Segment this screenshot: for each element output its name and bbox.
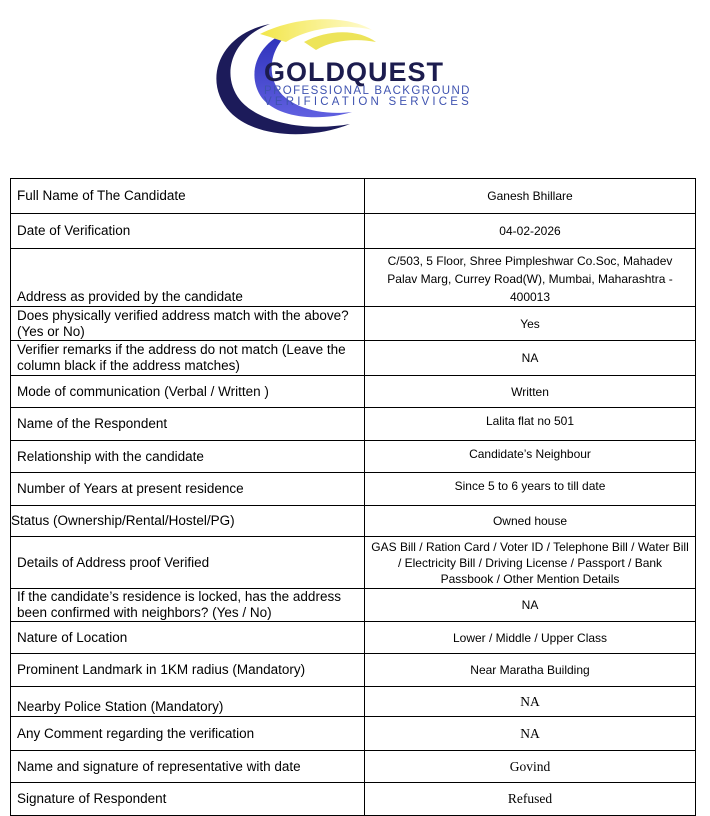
row-label: Details of Address proof Verified — [11, 537, 365, 589]
row-value: GAS Bill / Ration Card / Voter ID / Telephone Bill / Water Bill / Electricity Bill / Driving License / Passport / Bank Passbook / Other Mention Details — [365, 537, 696, 589]
row-label: Full Name of The Candidate — [11, 179, 365, 214]
row-label: Nearby Police Station (Mandatory) — [11, 687, 365, 717]
row-value: Govind — [365, 751, 696, 783]
verification-table — [10, 178, 696, 816]
logo-brand: GOLDQUEST — [264, 57, 445, 87]
row-label: Verifier remarks if the address do not match (Leave the column black if the address matches) — [11, 341, 365, 376]
table-row — [11, 473, 696, 506]
row-value: Written — [365, 376, 696, 408]
row-value: Owned house — [365, 506, 696, 537]
row-value: C/503, 5 Floor, Shree Pimpleshwar Co.Soc, Mahadev Palav Marg, Currey Road(W), Mumbai, Maharashtra - 400013 — [365, 249, 696, 307]
table-row — [11, 622, 696, 654]
table-row — [11, 589, 696, 622]
table-row — [11, 654, 696, 687]
table-row — [11, 341, 696, 376]
row-value: NA — [365, 717, 696, 751]
row-label: Signature of Respondent — [11, 783, 365, 816]
table-row — [11, 537, 696, 589]
table-row — [11, 249, 696, 307]
row-label: Nature of Location — [11, 622, 365, 654]
row-value: NA — [365, 589, 696, 622]
row-value: Since 5 to 6 years to till date — [365, 473, 696, 506]
logo-tagline-1: PROFESSIONAL BACKGROUND — [264, 85, 471, 97]
table-row — [11, 179, 696, 214]
row-label: If the candidate’s residence is locked, has the address been confirmed with neighbors? (Yes / No) — [11, 589, 365, 622]
row-value: Lalita flat no 501 — [365, 408, 696, 441]
table-row — [11, 376, 696, 408]
logo-text — [264, 58, 472, 108]
row-value: Ganesh Bhillare — [365, 179, 696, 214]
row-label: Does physically verified address match with the above? (Yes or No) — [11, 307, 365, 341]
row-label: Status (Ownership/Rental/Hostel/PG) — [11, 506, 365, 537]
table-row — [11, 214, 696, 249]
table-row — [11, 408, 696, 441]
row-value: Near Maratha Building — [365, 654, 696, 687]
row-label: Address as provided by the candidate — [11, 249, 365, 307]
row-value: Candidate’s Neighbour — [365, 441, 696, 473]
row-value: Lower / Middle / Upper Class — [365, 622, 696, 654]
row-value: NA — [365, 687, 696, 717]
row-label: Prominent Landmark in 1KM radius (Mandatory) — [11, 654, 365, 687]
table-row — [11, 307, 696, 341]
row-value: Yes — [365, 307, 696, 341]
row-value: Refused — [365, 783, 696, 816]
table-row — [11, 783, 696, 816]
table-row — [11, 687, 696, 717]
row-label: Date of Verification — [11, 214, 365, 249]
logo-tagline-2: VERIFICATION SERVICES — [264, 96, 472, 108]
table-row — [11, 717, 696, 751]
row-value: NA — [365, 341, 696, 376]
table-row — [11, 441, 696, 473]
row-label: Name and signature of representative with date — [11, 751, 365, 783]
row-value: 04-02-2026 — [365, 214, 696, 249]
row-label: Number of Years at present residence — [11, 473, 365, 506]
row-label: Any Comment regarding the verification — [11, 717, 365, 751]
row-label: Relationship with the candidate — [11, 441, 365, 473]
row-label: Mode of communication (Verbal / Written ) — [11, 376, 365, 408]
table-row — [11, 751, 696, 783]
row-label: Name of the Respondent — [11, 408, 365, 441]
table-row — [11, 506, 696, 537]
